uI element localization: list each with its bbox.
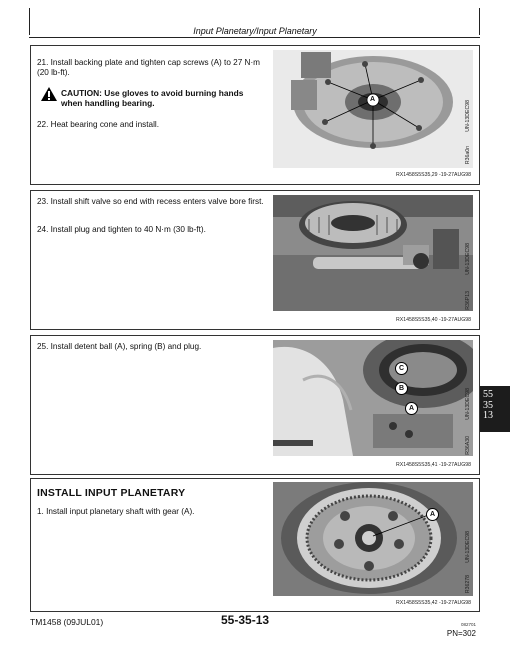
figure-code: RX1458S5S35,40 -19-27AUG98 [396, 317, 471, 323]
header-rule [29, 37, 480, 38]
side-code: UN-13DEC98 [465, 531, 471, 563]
detent-ball-photo [273, 340, 473, 456]
step-25-text: 25. Install detent ball (A), spring (B) and plug. [37, 342, 202, 351]
side-code: UN-13DEC98 [465, 388, 471, 420]
figure-code: RX1458S5S35,41 -19-27AUG98 [396, 462, 471, 468]
caution-text: CAUTION: Use gloves to avoid burning hands when handling bearing. [61, 88, 244, 108]
tab-line-3: 13 [483, 410, 493, 421]
figure-code: RX1458S5S35,42 -19-27AUG98 [396, 600, 471, 606]
step-1-text: 1. Install input planetary shaft with gear (A). [37, 507, 195, 516]
page-reference: 55-35-13 [221, 613, 270, 627]
manual-code: TM1458 (09JUL01) [30, 617, 104, 627]
callout-a: A [405, 402, 418, 415]
panel-detent-ball [30, 335, 480, 475]
callout-c: C [395, 362, 408, 375]
panel-shift-valve [30, 190, 480, 330]
shift-valve-photo [273, 195, 473, 311]
page-number: PN=302 [446, 629, 476, 638]
page-header: Input Planetary/Input Planetary [193, 26, 317, 36]
shift-valve-drawing [273, 195, 473, 311]
input-planetary-drawing [273, 482, 473, 596]
section-title: INSTALL INPUT PLANETARY [37, 487, 186, 499]
side-code-2: R36A30 [465, 436, 471, 455]
side-code-2: R36a0n [465, 146, 471, 165]
tab-line-2: 35 [483, 399, 493, 411]
step-24-text: 24. Install plug and tighten to 40 N·m (30 lb-ft). [37, 225, 206, 234]
callout-b: B [395, 382, 408, 395]
callout-a-label: A [370, 96, 376, 103]
side-code-2: R36278 [465, 575, 471, 594]
panel-backing-plate [30, 45, 480, 185]
step-23-text: 23. Install shift valve so end with recess enters valve bore first. [37, 197, 264, 206]
callout-a: A [426, 508, 439, 521]
section-tab [480, 386, 510, 432]
figure-code: RX1458S5S35,29 -19-27AUG98 [396, 172, 471, 178]
side-code: UN-13DEC98 [465, 100, 471, 132]
backing-plate-drawing [273, 50, 473, 168]
warning-icon [41, 87, 57, 101]
side-code-2: R36P13 [465, 291, 471, 310]
detent-ball-drawing [273, 340, 473, 456]
tab-line-1: 55 [483, 389, 493, 400]
footer-small-code: 082701 [460, 622, 476, 627]
side-code: UN-13DEC98 [465, 243, 471, 275]
input-planetary-photo [273, 482, 473, 596]
panel-install-input-planetary [30, 478, 480, 612]
step-21-text: 21. Install backing plate and tighten cap screws (A) to 27 N·m (20 lb-ft). [37, 58, 260, 77]
step-22-text: 22. Heat bearing cone and install. [37, 120, 159, 129]
backing-plate-photo [273, 50, 473, 168]
